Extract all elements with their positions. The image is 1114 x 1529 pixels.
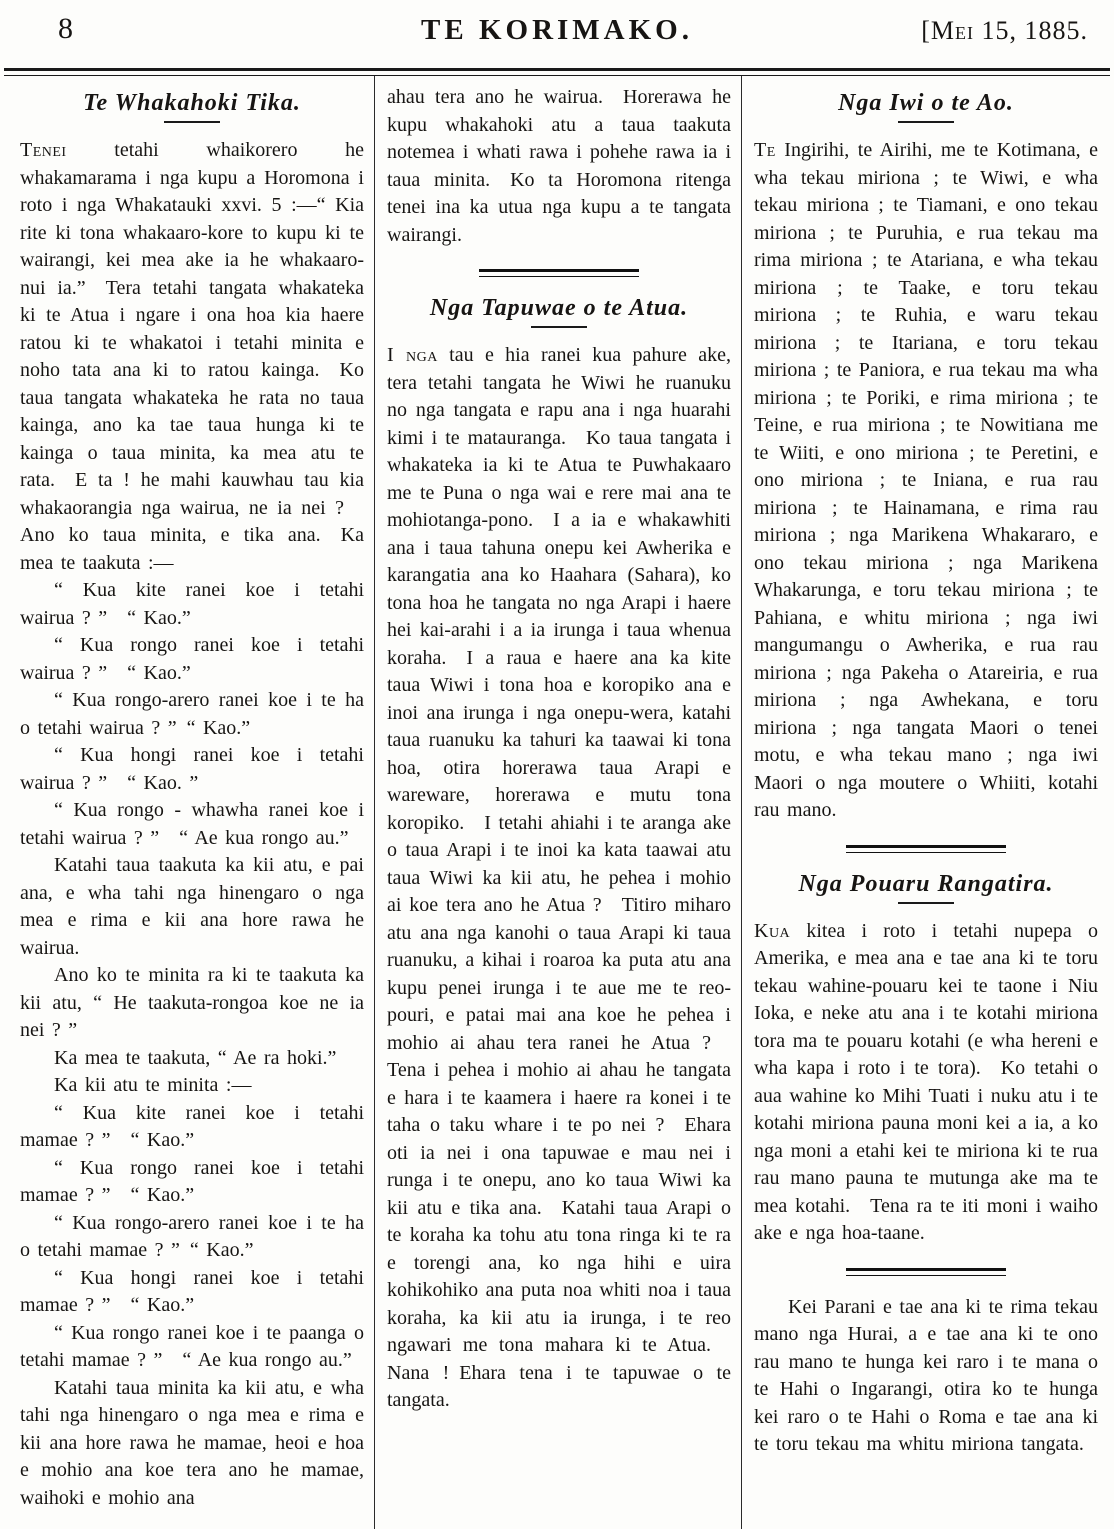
small-caps-lead: I nga (387, 344, 438, 366)
column-1 (8, 76, 374, 1529)
columns-container (0, 76, 1114, 1529)
paragraph: “ Kua rongo-arero ranei koe i te ha o tetahi mamae ? ” “ Kao.” (20, 1211, 364, 1261)
paragraph: ahau tera ano he wairua. Horerawa he kupu whakahoki atu a taua taakuta notemea i whati rawa i pohehe rawa ia i taua minita. Ko ta Horomona ritenga tenei ina ka utua nga kupu a te tangata wairangi. (387, 86, 731, 246)
paragraph: “ Kua kite ranei koe i tetahi mamae ? ” “ Kao.” (20, 1101, 364, 1151)
issue-date: [Mei 15, 1885. (921, 16, 1088, 45)
paragraph: I nga tau e hia ranei kua pahure ake, tera tetahi tangata he Wiwi he ruanuku no nga tangata e rapu ana i nga huarahi kimi i te matauranga. Ko taua tangata i whakateka ia ki te Atua te Puwhakaaro me te Puna o nga wai e rere mai ana te mohiotanga-pono. I a ia e whakawhiti ana i taua tahuna onepu kei Awherika e karangatia ana ko Haahara (Sahara), ko tona hoa he tangata no nga Arapi i haere hei kai-arahi i a ia irunga i taua whenua koraha. I a raua e haere ana ka kite taua Wiwi i tona hoa e koropiko ana e inoi ana irunga i nga onepu-wera, katahi taua ruanuku ka tahuri ka taawai ki tona hoa, otira horerawa taua Arapi e wareware, horerawa e mutu tona koropiko. I tetahi ahiahi i te aranga ake o taua Arapi i te inoi ka kata taawai atu taua Wiwi ka kii atu, he pehea i mohio ai koe tera ano he Atua ? Titiro miharo atu ana nga kanohi o taua Arapi ki taua ruanuku, a kihai i roaroa ka puta atu ana kupu penei irunga i te aue me te reo-pouri, e patai mai ana koe he pehea i mohio ai ahau tera ranei he Atua ? Tena i pehea i mohio ai ahau he tangata e hara i te kaamera i haere ra konei i te taha o taku whare i te po nei ? Ehara oti ia nei i ona tapuwae e mau nei i runga i te onepu, ano ko taua Wiwi ka kii atu e tika ana. Katahi taua Arapi o te koraha ka tohu atu tona ringa ki te ra e torengi ana, ko nga hihi e uira kohikohiko ana puta noa whiti noa i taua koraha, ka kii atu ia irunga, i te reo ngawari me tona mahara ki te Atua. Nana ! Ehara tena i te tapuwae o te tangata. (387, 344, 731, 1411)
heading-rule (531, 326, 587, 328)
small-caps-lead: Tenei (20, 139, 67, 161)
paragraph: Ano ko te minita ra ki te taakuta ka kii atu, “ He taakuta-rongoa koe ne ia nei ? ” (20, 964, 364, 1041)
heading-rule (164, 121, 220, 123)
paragraph: “ Kua kite ranei koe i tetahi wairua ? ” “ Kao.” (20, 579, 364, 629)
paragraph: “ Kua rongo-arero ranei koe i te ha o tetahi wairua ? ” “ Kao.” (20, 689, 364, 739)
masthead-title: TE KORIMAKO. (421, 14, 693, 46)
column-3 (741, 76, 1108, 1529)
paragraph: Kua kitea i roto i tetahi nupepa o Amerika, e mea ana e tae ana ki te toru tekau wahine-pouaru kei te taone i Niu Ioka, e neke atu ana i te kotahi miriona tora ma te pouaru kotahi (e wha hereni e wha kapa i roto i te tora). Ko tetahi o aua wahine ko Mihi Tuati i nuku atu i te kotahi miriona pauna moni kei a ia, a ko nga moni a etahi kei te miriona ki te rua rau mano pauna te mutunga ake ma te mea kotahi. Tena ra te iti moni i waiho ake e nga hoa-taane. (754, 919, 1098, 1244)
page-header (0, 0, 1114, 68)
section-divider (479, 269, 639, 277)
column-2 (374, 76, 741, 1529)
article-heading: Te Whakahoki Tika. (83, 90, 301, 116)
article-heading: Nga Tapuwae o te Atua. (429, 295, 689, 321)
paragraph: “ Kua hongi ranei koe i tetahi wairua ? ” “ Kao. ” (20, 744, 364, 794)
small-caps-lead: Kua (754, 919, 791, 942)
heading-rule (898, 121, 954, 123)
page-number: 8 (58, 12, 73, 45)
paragraph: Kei Parani e tae ana ki te rima tekau mano nga Hurai, a e tae ana ki te ono rau mano te hunga kei raro i te mana o te Hahi o Ingarangi, otira ko te hunga kei raro o te Hahi o Roma e tae ana ki te toru tekau ma whitu miriona tangata. (754, 1295, 1098, 1455)
paragraph: “ Kua rongo - whawha ranei koe i tetahi wairua ? ” “ Ae kua rongo au.” (20, 799, 364, 849)
paragraph: “ Kua hongi ranei koe i tetahi mamae ? ” “ Kao.” (20, 1266, 364, 1316)
section-divider (846, 1268, 1006, 1276)
paragraph: Ka mea te taakuta, “ Ae ra hoki.” (54, 1046, 337, 1069)
paragraph: Katahi taua taakuta ka kii atu, e pai ana, e wha tahi nga hinengaro o nga mea e rima e kii ana hore rawa he wairua. (20, 854, 364, 959)
article-heading: Nga Iwi o te Ao. (838, 90, 1014, 116)
article-heading: Nga Pouaru Rangatira. (798, 870, 1054, 897)
paragraph: “ Kua rongo ranei koe i tetahi wairua ? ” “ Kao.” (20, 634, 364, 684)
section-divider (846, 845, 1006, 853)
paragraph: Ka kii atu te minita :— (54, 1074, 252, 1096)
paragraph: Tenei tetahi whaikorero he whakamarama i nga kupu a Horomona i roto i nga Whakatauki xxvi. 5 :—“ Kia rite ki tona whakaaro-kore to kupu ki te wairangi, kei mea ake ia he whakaaro-nui ia.” Tera tetahi tangata whakateka ki te Atua i ngare i ona hoa kia haere ratou ki te whakatoi i tetahi minita e noho tata ana ki to ratou kainga. Ko taua tangata whakateka he rata no taua kainga, ano ka tae taua hunga ki te kainga o taua minita, ka mea atu te rata. E ta ! he mahi kauwhau tau kia whakaorangia nga wairua, ne ia nei ? Ano ko taua minita, e tika ana. Ka mea te taakuta :— (20, 139, 364, 574)
small-caps-lead: Te (754, 139, 776, 161)
paragraph: Te Ingirihi, te Airihi, me te Kotimana, e wha tekau miriona ; te Wiwi, e wha tekau miriona ; te Tiamani, e ono tekau miriona ; te Puruhia, e rua tekau ma rima miriona ; te Atariana, e wha tekau miriona ; te Taake, e toru tekau miriona ; te Ruhia, e waru tekau miriona ; te Itariana, e toru tekau miriona ; te Paniora, e rua tekau ma wha miriona ; te Poriki, e rima miriona ; te Teine, e rua miriona ; te Nowitiana me te Wiiti, e ono miriona ; te Peretini, e ono miriona ; te Iniana, e rua rau miriona ; te Hainamana, e rima rau miriona ; nga Marikena Whakararo, e ono tekau miriona ; nga Marikena Whakarunga, e toru tekau miriona ; te Pahiana, e whitu miriona ; nga iwi mangumangu o Awherika, e rua rau miriona ; nga Pakeha o Atareiria, e rua miriona ; nga Awhekana, e toru miriona ; nga tangata Maori o tenei motu, e wha tekau mano ; nga iwi Maori o nga moutere o Whiiti, kotahi rau mano. (754, 139, 1098, 821)
header-rule (4, 68, 1110, 76)
paragraph: Katahi taua minita ka kii atu, e wha tahi nga hinengaro o nga mea e rima e kii ana hore rawa he mamae, heoi e hoa e mohio ana koe tera ano he mamae, waihoki e mohio ana (20, 1376, 364, 1509)
heading-rule (898, 902, 954, 904)
paragraph: “ Kua rongo ranei koe i tetahi mamae ? ” “ Kao.” (20, 1156, 364, 1206)
paragraph: “ Kua rongo ranei koe i te paanga o tetahi mamae ? ” “ Ae kua rongo au.” (20, 1321, 364, 1371)
